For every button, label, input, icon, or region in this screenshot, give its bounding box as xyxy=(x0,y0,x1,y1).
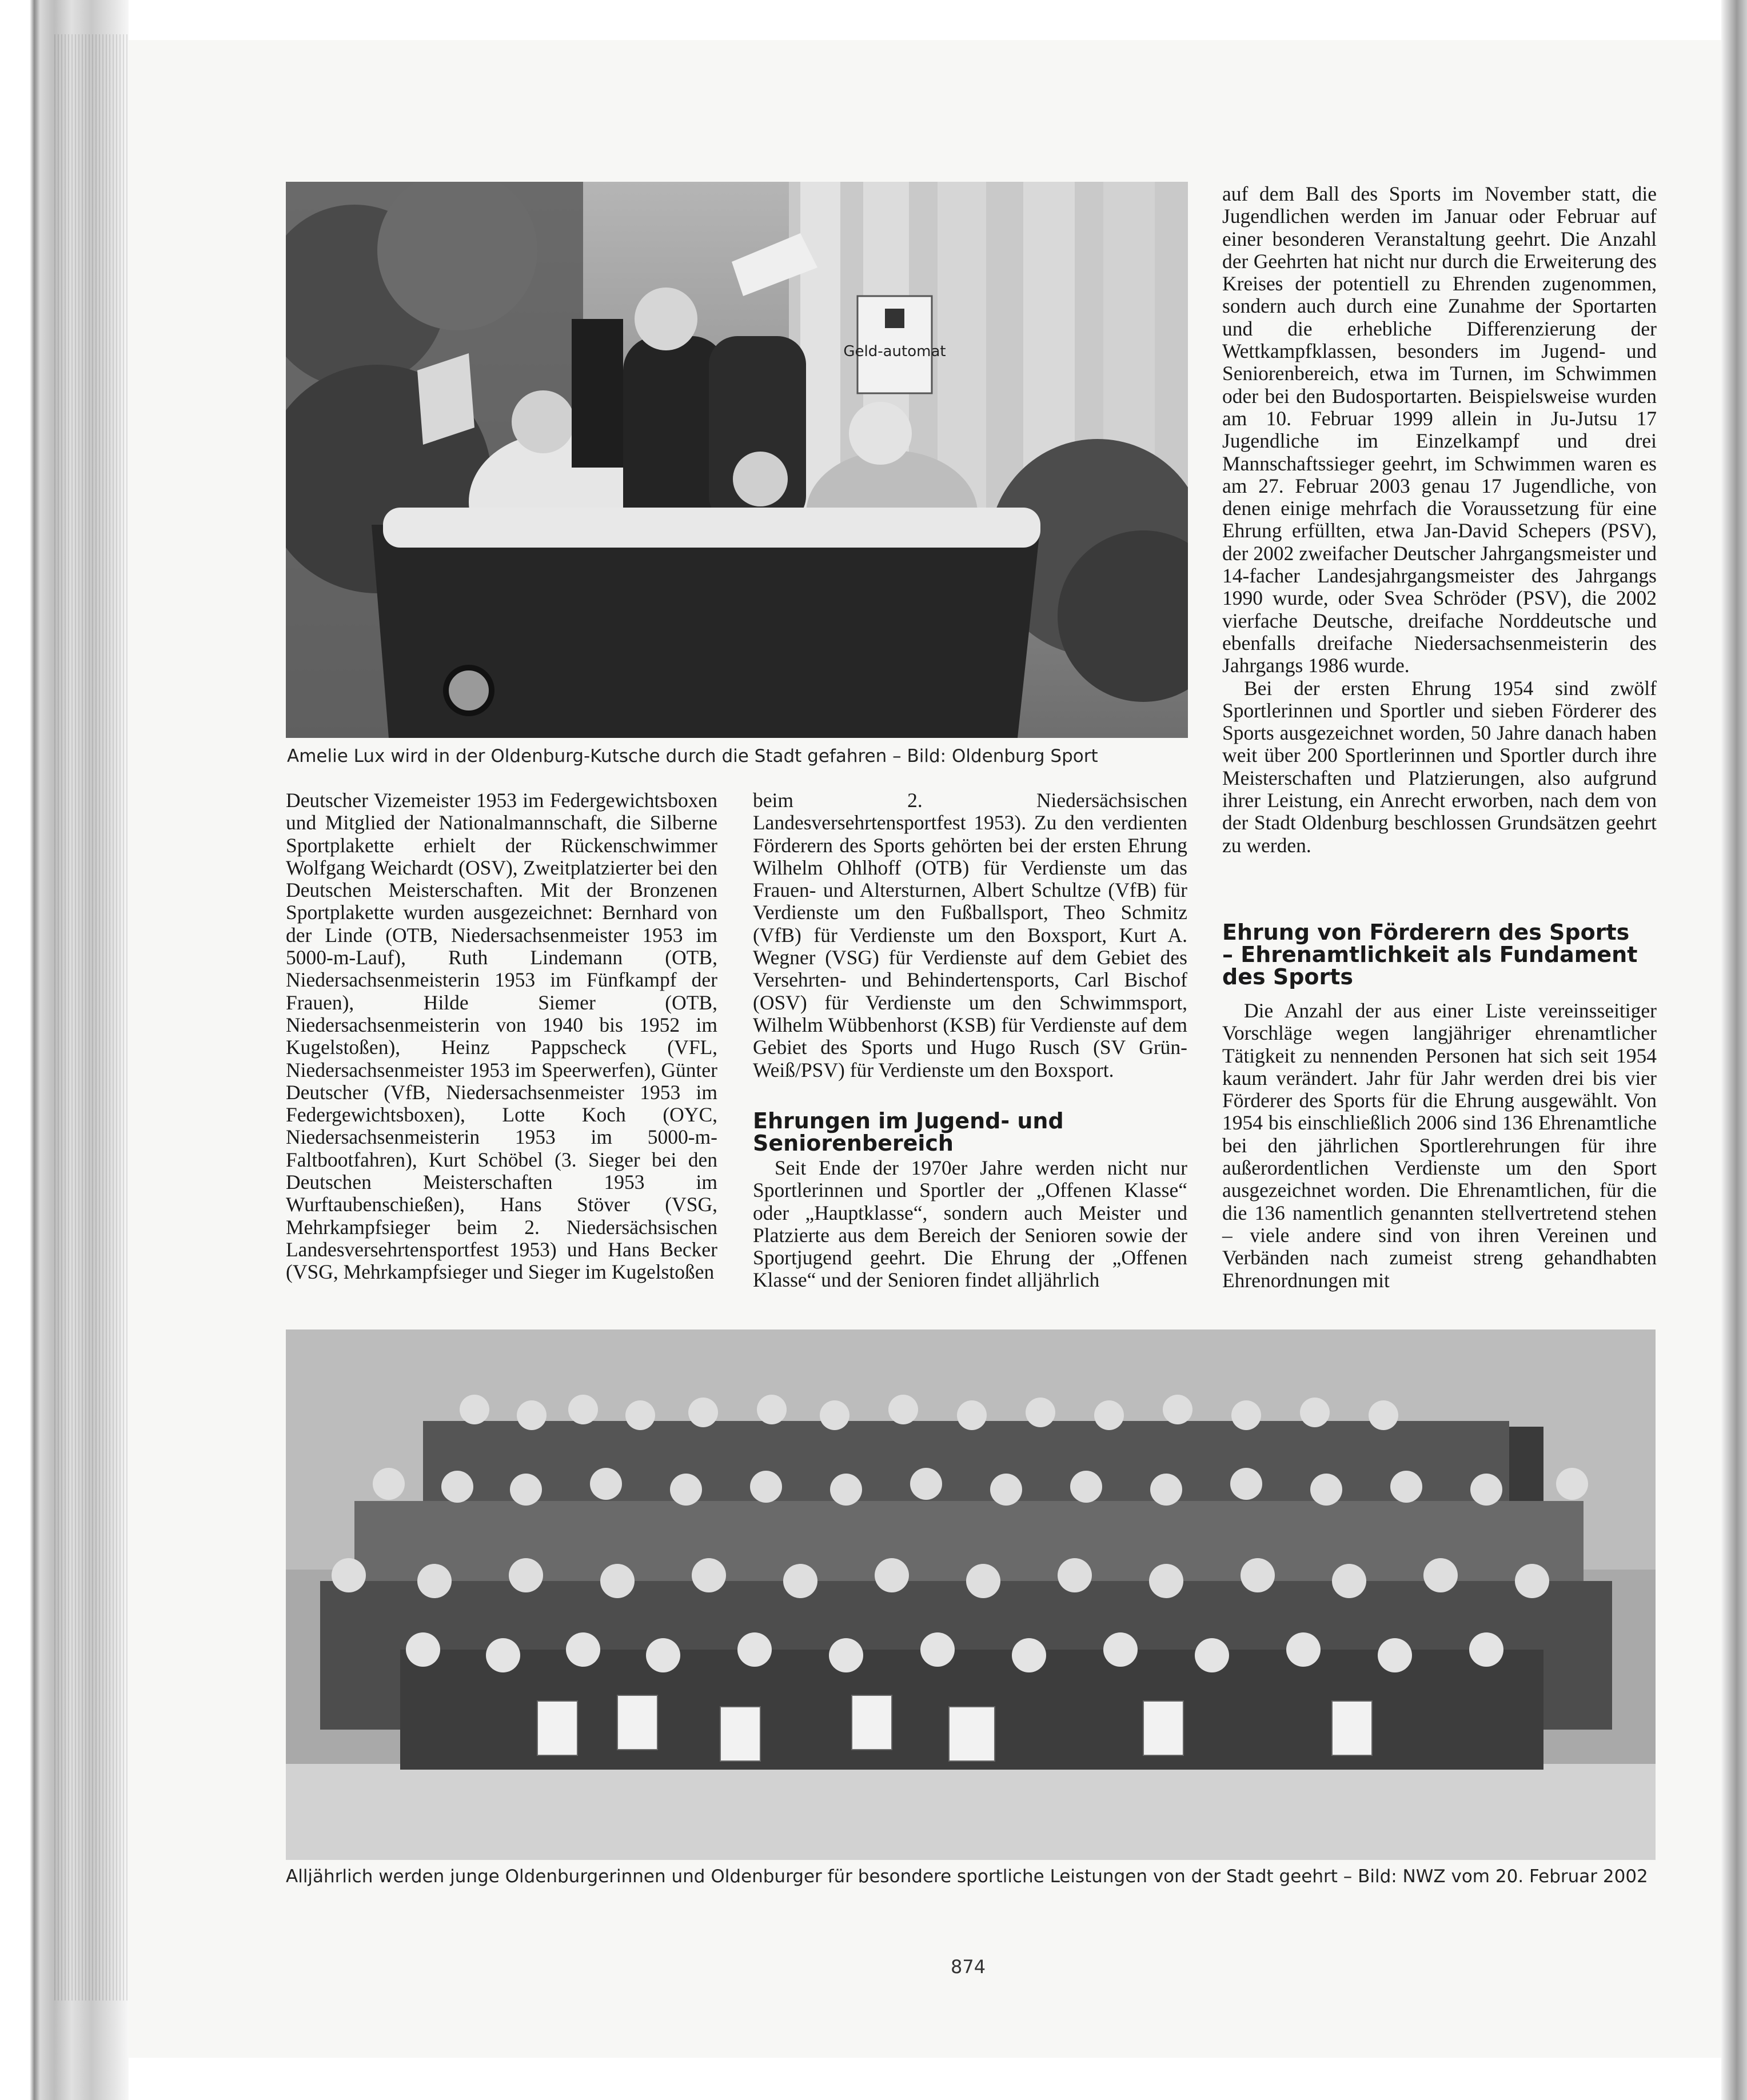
right-column-paragraph-3: Die Anzahl der aus einer Liste vereinsseitiger Vorschläge wegen langjähriger ehrenamtlicher Tätigkeit zu nennenden Personen hat sich seit 1954 kaum verändert. Jahr für Jahr werden drei bis vier Förderer des Sports für die Ehrung ausgewählt. Von 1954 bis einschließlich 2006 sind 136 Ehrenamtliche bei den jährlichen Sportlerehrungen für ihre außerordentlichen Verdienste um den Sport ausgezeichnet worden. Die Ehrenamtlichen, für die die 136 namentlich genannten stellvertretend stehen – viele andere sind von ihren Vereinen und Verbänden nach zumeist streng gehandhabten Ehrenordnungen mit xyxy=(1222,999,1657,1292)
scan-right-edge xyxy=(1721,0,1747,2100)
sign-text: Geld-automat xyxy=(843,343,946,360)
carriage-photo-caption: Amelie Lux wird in der Oldenburg-Kutsche durch die Stadt gefahren – Bild: Oldenburg Sport xyxy=(287,746,1098,766)
group-photo xyxy=(286,1330,1656,1860)
right-column-paragraph-2: Bei der ersten Ehrung 1954 sind zwölf Sportlerinnen und Sportler und sieben Förderer des Sports ausgezeichnet worden, 50 Jahre danach haben weit über 200 Sportlerinnen und Sportler durch ihre Meisterschaften und Platzierungen, also aufgrund ihrer Leistung, ein Anrecht erworben, nach dem von der Stadt Oldenburg beschlossen Grundsätzen geehrt zu werden. xyxy=(1222,676,1657,857)
group-photo-caption: Alljährlich werden junge Oldenburgerinnen und Oldenburger für besondere sportliche Leistungen von der Stadt geehrt – Bild: NWZ vom 20. Februar 2002 xyxy=(286,1866,1648,1887)
page-number: 874 xyxy=(951,1956,986,1978)
middle-column-paragraph-2: Seit Ende der 1970er Jahre werden nicht nur Sportlerinnen und Sportler der „Offenen Klasse“ oder „Hauptklasse“, sondern auch Meister und Platzierte aus dem Bereich der Senioren sowie der Sportjugend geehrt. Die Ehrung der „Offenen Klasse“ und der Senioren findet alljährlich xyxy=(753,1156,1187,1292)
group-photo-drawing xyxy=(286,1330,1656,1860)
right-column-lower xyxy=(1222,1000,1657,1292)
middle-column-upper xyxy=(753,789,1187,1081)
heading-foerderer: Ehrung von Förderern des Sports – Ehrenamtlichkeit als Fundament des Sports xyxy=(1222,920,1638,989)
heading-jugend-senioren: Ehrungen im Jugend- und Seniorenbereich xyxy=(753,1108,1064,1156)
carriage-photo-drawing xyxy=(286,182,1188,738)
carriage-photo xyxy=(286,182,1188,738)
middle-column-paragraph-1: beim 2. Niedersächsischen Landesversehrtensportfest 1953). Zu den verdienten Förderern des Sports gehörten bei der ersten Ehrung Wilhelm Ohlhoff (OTB) für Verdienste um das Frauen- und Altersturnen, Albert Schultze (VfB) für Verdienste um den Fußballsport, Theo Schmitz (VfB) für Verdienste um den Boxsport, Kurt A. Wegner (VSG) für Verdienste auf dem Gebiet des Versehrten- und Behindertensports, Carl Bischof (OSV) für Verdienste um den Schwimmsport, Wilhelm Wübbenhorst (KSB) für Verdienste auf dem Gebiet des Sports und Hugo Rusch (SV Grün-Weiß/PSV) für Verdienste um den Boxsport. xyxy=(753,789,1187,1081)
left-column xyxy=(286,789,717,1284)
left-column-paragraph: Deutscher Vizemeister 1953 im Federgewichtsboxen und Mitglied der Nationalmannschaft, die Silberne Sportplakette erhielt der Rückenschwimmer Wolfgang Weichardt (OSV), Zweitplatzierter bei den Deutschen Meisterschaften. Mit der Bronzenen Sportplakette wurden ausgezeichnet: Bernhard von der Linde (OTB, Niedersachsenmeister 1953 im 5000-m-Lauf), Ruth Lindemann (OTB, Niedersachsenmeisterin 1953 im Fünfkampf der Frauen), Hilde Siemer (OTB, Niedersachsenmeisterin von 1940 bis 1952 im Kugelstoßen), Heinz Pappscheck (VFL, Niedersachsenmeister 1953 im Speerwerfen), Günter Deutscher (VfB, Niedersachsenmeister 1953 im Federgewichtsboxen), Lotte Koch (OYC, Niedersachsenmeisterin 1953 im 5000-m-Faltbootfahren), Kurt Schöbel (3. Sieger bei den Deutschen Meisterschaften 1953 im Wurftaubenschießen), Hans Stöver (VSG, Mehrkampfsieger beim 2. Niedersächsischen Landesversehrtensportfest 1953) und Hans Becker (VSG, Mehrkampfsieger und Sieger im Kugelstoßen xyxy=(286,789,717,1284)
right-column-paragraph-1: auf dem Ball des Sports im November statt, die Jugendlichen werden im Januar oder Februar auf einer besonderen Veranstaltung geehrt. Die Anzahl der Geehrten hat nicht nur durch die Erweiterung des Kreises der potentiell zu Ehrenden zugenommen, sondern auch durch eine Zunahme der Sportarten und die erhebliche Differenzierung der Wettkampfklassen, besonders im Jugend- und Seniorenbereich, etwa im Turnen, im Schwimmen oder bei den Budosportarten. Beispielsweise wurden am 10. Februar 1999 allein in Ju-Jutsu 17 Jugendliche im Einzelkampf und drei Mannschaftssieger geehrt, im Schwimmen waren es am 27. Februar 2003 genau 17 Jugendliche, von denen einige mehrfach die Voraussetzung für eine Ehrung erfüllten, etwa Jan-David Schepers (PSV), der 2002 zweifacher Deutscher Jahrgangsmeister und 14-facher Landesjahrgangsmeister des Jahrgangs 1990 wurde, oder Svea Schröder (PSV), die 2002 vierfache Deutsche, dreifache Norddeutsche und ebenfalls dreifache Niedersachsenmeisterin des Jahrgangs 1986 wurde. xyxy=(1222,182,1657,677)
book-page-edges xyxy=(0,0,129,2100)
right-column-upper xyxy=(1222,183,1657,857)
middle-column-lower xyxy=(753,1157,1187,1292)
